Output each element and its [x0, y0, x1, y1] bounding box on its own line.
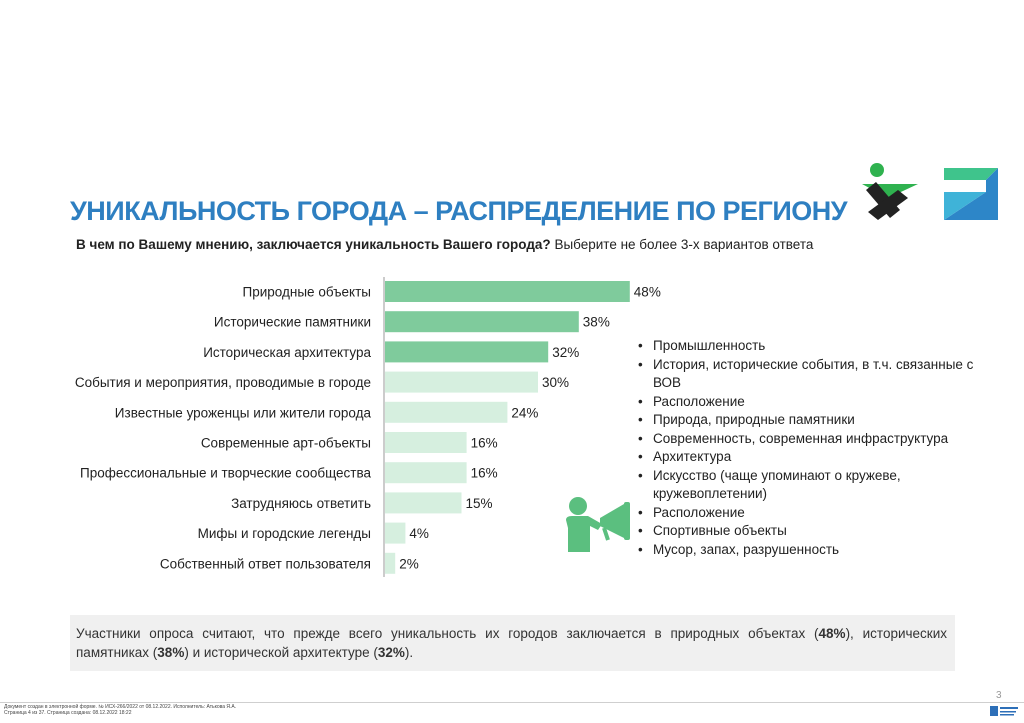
logo-square-icon — [942, 166, 1000, 222]
data-label: 15% — [465, 495, 493, 511]
bar — [385, 432, 467, 453]
category-label: События и мероприятия, проводимые в городе — [74, 375, 371, 391]
category-label: Историческая архитектура — [203, 344, 371, 360]
bar — [385, 523, 405, 544]
data-label: 2% — [399, 556, 419, 572]
data-label: 48% — [633, 284, 661, 300]
data-label: 32% — [552, 344, 580, 360]
list-item: • Искусство (чаще упоминают о кружеве, кружевоплетении) — [638, 467, 983, 504]
data-label: 30% — [542, 375, 570, 391]
category-label: Исторические памятники — [213, 314, 371, 330]
page-number: 3 — [996, 690, 1002, 701]
bar — [385, 311, 579, 332]
data-label: 4% — [409, 526, 429, 542]
category-label: Профессиональные и творческие сообщества — [80, 465, 371, 481]
category-label: Собственный ответ пользователя — [159, 556, 371, 572]
list-item: • Расположение — [638, 504, 983, 523]
bar — [385, 341, 548, 362]
footer-line-1: Документ создан в электронной форме. № ИСХ-266/2022 от 08.12.2022. Исполнитель: Атькова Я.А. — [4, 704, 237, 710]
logo-person-icon — [858, 160, 922, 222]
summary-text: ), исторических памятниках ( — [76, 626, 947, 660]
bar — [385, 402, 507, 423]
bar — [385, 462, 467, 483]
list-item: • Расположение — [638, 393, 983, 412]
survey-question — [76, 237, 813, 252]
list-item: • Спортивные объекты — [638, 522, 983, 541]
category-label: Известные уроженцы или жители города — [114, 405, 371, 421]
megaphone-person-icon — [564, 494, 636, 554]
question-note: Выберите не более 3-х вариантов ответа — [550, 237, 814, 252]
bar — [385, 553, 395, 574]
list-item: • Мусор, запах, разрушенность — [638, 541, 983, 560]
question-bold: В чем по Вашему мнению, заключается уникальность Вашего города? — [76, 237, 551, 252]
data-label: 24% — [511, 405, 539, 421]
summary-text: ). — [404, 645, 414, 660]
summary-value: 32% — [377, 645, 405, 660]
list-item: • Промышленность — [638, 337, 983, 356]
list-item: • Современность, современная инфраструктура — [638, 430, 983, 449]
summary-value: 38% — [157, 645, 185, 660]
data-label: 16% — [470, 435, 498, 451]
bar — [385, 492, 462, 513]
list-item: • Природа, природные памятники — [638, 411, 983, 430]
government-logo-icon — [990, 705, 1020, 717]
category-label: Современные арт-объекты — [200, 435, 371, 451]
other-answers-list — [638, 337, 983, 559]
footer — [4, 704, 236, 716]
bar — [385, 281, 630, 302]
summary-value: 48% — [818, 626, 846, 641]
bar — [385, 372, 538, 393]
data-label: 38% — [582, 314, 610, 330]
data-label: 16% — [470, 465, 498, 481]
page-title: УНИКАЛЬНОСТЬ ГОРОДА – РАСПРЕДЕЛЕНИЕ ПО РЕГИОНУ — [70, 196, 848, 226]
summary-text: ) и исторической архитектуре ( — [184, 645, 378, 660]
summary-box — [70, 615, 955, 671]
category-label: Затрудняюсь ответить — [231, 495, 371, 511]
category-label: Мифы и городские легенды — [197, 526, 371, 542]
list-item: • История, исторические события, в т.ч. связанные с ВОВ — [638, 356, 983, 393]
category-label: Природные объекты — [242, 284, 371, 300]
footer-divider — [0, 702, 1024, 703]
footer-line-2: Страница 4 из 37. Страница создана: 08.12.2022 18:22 — [4, 710, 132, 716]
list-item: • Архитектура — [638, 448, 983, 467]
summary-text: Участники опроса считают, что прежде всего уникальность их городов заключается в природных объектах ( — [76, 626, 819, 641]
